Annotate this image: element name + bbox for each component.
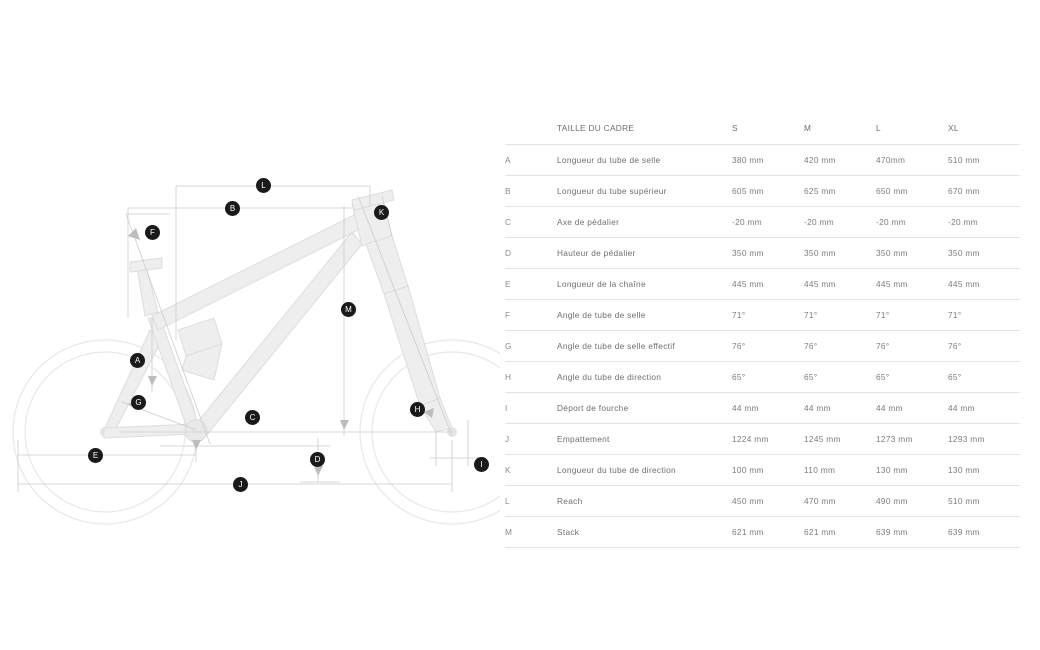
row-key: D <box>505 238 557 269</box>
row-value-s: 44 mm <box>732 393 804 424</box>
row-name: Empattement <box>557 424 732 455</box>
row-value-xl: 350 mm <box>948 238 1020 269</box>
row-value-m: 44 mm <box>804 393 876 424</box>
row-value-s: 100 mm <box>732 455 804 486</box>
row-value-m: 621 mm <box>804 517 876 548</box>
table-row <box>505 300 1020 331</box>
row-value-s: -20 mm <box>732 207 804 238</box>
bike-geometry-diagram <box>0 0 500 650</box>
row-key: M <box>505 517 557 548</box>
callout-l: L <box>256 178 271 193</box>
row-value-l: 65° <box>876 362 948 393</box>
row-key: L <box>505 486 557 517</box>
callout-h: H <box>410 402 425 417</box>
table-row <box>505 455 1020 486</box>
row-value-l: 130 mm <box>876 455 948 486</box>
table-row <box>505 145 1020 176</box>
row-value-l: 76° <box>876 331 948 362</box>
row-value-m: 71° <box>804 300 876 331</box>
callout-f: F <box>145 225 160 240</box>
row-key: F <box>505 300 557 331</box>
row-key: G <box>505 331 557 362</box>
row-value-m: 65° <box>804 362 876 393</box>
row-value-m: 350 mm <box>804 238 876 269</box>
table-row <box>505 269 1020 300</box>
row-value-xl: 1293 mm <box>948 424 1020 455</box>
row-value-m: 445 mm <box>804 269 876 300</box>
row-value-m: 76° <box>804 331 876 362</box>
row-value-m: -20 mm <box>804 207 876 238</box>
header-size-s: S <box>732 112 804 145</box>
row-value-m: 625 mm <box>804 176 876 207</box>
row-value-xl: 44 mm <box>948 393 1020 424</box>
row-value-s: 1224 mm <box>732 424 804 455</box>
table-row <box>505 207 1020 238</box>
callout-e: E <box>88 448 103 463</box>
row-value-s: 65° <box>732 362 804 393</box>
row-name: Reach <box>557 486 732 517</box>
row-value-xl: 639 mm <box>948 517 1020 548</box>
row-value-xl: 130 mm <box>948 455 1020 486</box>
table-row <box>505 238 1020 269</box>
callout-j: J <box>233 477 248 492</box>
row-key: E <box>505 269 557 300</box>
table-row <box>505 424 1020 455</box>
header-size-m: M <box>804 112 876 145</box>
callout-d: D <box>310 452 325 467</box>
row-value-s: 445 mm <box>732 269 804 300</box>
row-name: Déport de fourche <box>557 393 732 424</box>
row-value-m: 420 mm <box>804 145 876 176</box>
row-value-xl: 71° <box>948 300 1020 331</box>
row-value-l: -20 mm <box>876 207 948 238</box>
row-value-s: 450 mm <box>732 486 804 517</box>
callout-b: B <box>225 201 240 216</box>
bike-frame-drawing <box>0 0 500 650</box>
callout-g: G <box>131 395 146 410</box>
row-name: Stack <box>557 517 732 548</box>
row-value-l: 44 mm <box>876 393 948 424</box>
table-row <box>505 486 1020 517</box>
callout-a: A <box>130 353 145 368</box>
table-row <box>505 176 1020 207</box>
row-name: Longueur de la chaîne <box>557 269 732 300</box>
callout-m: M <box>341 302 356 317</box>
row-key: H <box>505 362 557 393</box>
row-name: Longueur du tube supérieur <box>557 176 732 207</box>
row-name: Angle du tube de direction <box>557 362 732 393</box>
row-value-s: 605 mm <box>732 176 804 207</box>
row-key: B <box>505 176 557 207</box>
row-value-m: 1245 mm <box>804 424 876 455</box>
row-name: Longueur du tube de selle <box>557 145 732 176</box>
row-value-s: 380 mm <box>732 145 804 176</box>
table-row <box>505 362 1020 393</box>
row-value-xl: 510 mm <box>948 145 1020 176</box>
row-name: Angle de tube de selle effectif <box>557 331 732 362</box>
header-size-xl: XL <box>948 112 1020 145</box>
row-value-m: 110 mm <box>804 455 876 486</box>
table-row <box>505 393 1020 424</box>
row-value-s: 76° <box>732 331 804 362</box>
table-row <box>505 331 1020 362</box>
table-header-row <box>505 112 1020 145</box>
row-value-l: 490 mm <box>876 486 948 517</box>
row-value-xl: 65° <box>948 362 1020 393</box>
row-value-s: 621 mm <box>732 517 804 548</box>
table-row <box>505 517 1020 548</box>
row-value-s: 71° <box>732 300 804 331</box>
row-value-l: 71° <box>876 300 948 331</box>
row-value-xl: 76° <box>948 331 1020 362</box>
row-key: K <box>505 455 557 486</box>
row-value-l: 639 mm <box>876 517 948 548</box>
row-name: Angle de tube de selle <box>557 300 732 331</box>
row-value-l: 445 mm <box>876 269 948 300</box>
callout-k: K <box>374 205 389 220</box>
row-value-xl: 445 mm <box>948 269 1020 300</box>
row-name: Longueur du tube de direction <box>557 455 732 486</box>
geometry-table <box>505 112 1020 548</box>
row-value-l: 650 mm <box>876 176 948 207</box>
row-value-xl: 670 mm <box>948 176 1020 207</box>
row-value-l: 470mm <box>876 145 948 176</box>
row-key: C <box>505 207 557 238</box>
callout-c: C <box>245 410 260 425</box>
row-value-xl: 510 mm <box>948 486 1020 517</box>
row-value-s: 350 mm <box>732 238 804 269</box>
geometry-table-wrap <box>505 112 1025 548</box>
row-value-l: 350 mm <box>876 238 948 269</box>
row-key: I <box>505 393 557 424</box>
header-key <box>505 112 557 145</box>
row-name: Axe de pédalier <box>557 207 732 238</box>
row-name: Hauteur de pédalier <box>557 238 732 269</box>
row-key: J <box>505 424 557 455</box>
row-value-m: 470 mm <box>804 486 876 517</box>
header-size-l: L <box>876 112 948 145</box>
row-key: A <box>505 145 557 176</box>
row-value-xl: -20 mm <box>948 207 1020 238</box>
header-name: TAILLE DU CADRE <box>557 112 732 145</box>
callout-i: I <box>474 457 489 472</box>
row-value-l: 1273 mm <box>876 424 948 455</box>
